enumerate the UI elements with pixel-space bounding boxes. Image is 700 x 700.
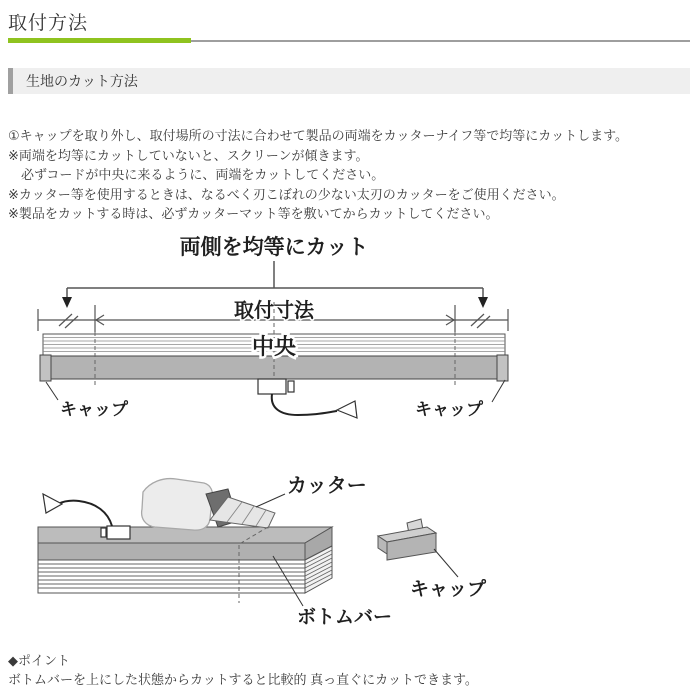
- instruction-line: ※カッター等を使用するときは、なるべく刃こぼれの少ない太刃のカッターをご使用ください。: [8, 186, 565, 202]
- instruction-line: ①キャップを取り外し、取付場所の寸法に合わせて製品の両端をカッターナイフ等で均等にカットします。: [8, 128, 629, 143]
- cap-right-label: キャップ: [415, 400, 483, 419]
- cutter: [206, 489, 275, 528]
- cord-lock: [258, 379, 294, 394]
- cutter-label: カッター: [287, 475, 367, 497]
- cap-piece-3d: [378, 519, 436, 560]
- arrow-down-right-icon: [478, 297, 488, 308]
- hand: [142, 479, 213, 531]
- cutter-leader: [256, 494, 285, 507]
- page-title: 取付方法: [8, 13, 89, 34]
- pull-cord: [272, 394, 337, 415]
- point-text: ボトムバーを上にした状態からカットすると比較的 真っ直ぐにカットできます。: [8, 672, 478, 687]
- cap-left-leader: [46, 382, 58, 400]
- cord-tassel: [337, 401, 357, 418]
- point-heading: ◆ポイント: [8, 653, 70, 668]
- instruction-line: 必ずコードが中央に来るように、両端をカットしてください。: [8, 167, 385, 182]
- title-underline-accent: [8, 38, 191, 43]
- cap-right-leader: [492, 380, 505, 402]
- instruction-line: ※両端を均等にカットしていないと、スクリーンが傾きます。: [8, 147, 369, 163]
- diagram-cutting: [0, 450, 560, 645]
- cord-tassel-3d: [43, 494, 62, 513]
- product-3d: [38, 527, 332, 593]
- diagram1-title: 両側を均等にカット: [179, 236, 369, 259]
- cord-lock-3d: [101, 526, 130, 539]
- cap-left: [40, 355, 51, 381]
- bracket-both-sides: [67, 261, 483, 298]
- dimension-label: 取付寸法: [234, 300, 314, 322]
- diagram-cut-width: [0, 228, 560, 433]
- cap-right: [497, 355, 508, 381]
- section-heading: 生地のカット方法: [8, 68, 690, 94]
- title-underline-rule: [191, 40, 690, 42]
- instruction-text: [8, 126, 692, 224]
- cap-label: キャップ: [410, 579, 487, 600]
- title-underline: [8, 38, 690, 44]
- arrow-down-left-icon: [62, 297, 72, 308]
- center-label: 中央: [251, 334, 297, 359]
- instruction-line: ※製品をカットする時は、必ずカッターマット等を敷いてからカットしてください。: [8, 206, 499, 221]
- cap-leader: [434, 549, 458, 577]
- pull-cord-3d: [58, 501, 112, 526]
- bottom-bar-label: ボトムバー: [297, 607, 393, 628]
- cap-left-label: キャップ: [60, 400, 128, 419]
